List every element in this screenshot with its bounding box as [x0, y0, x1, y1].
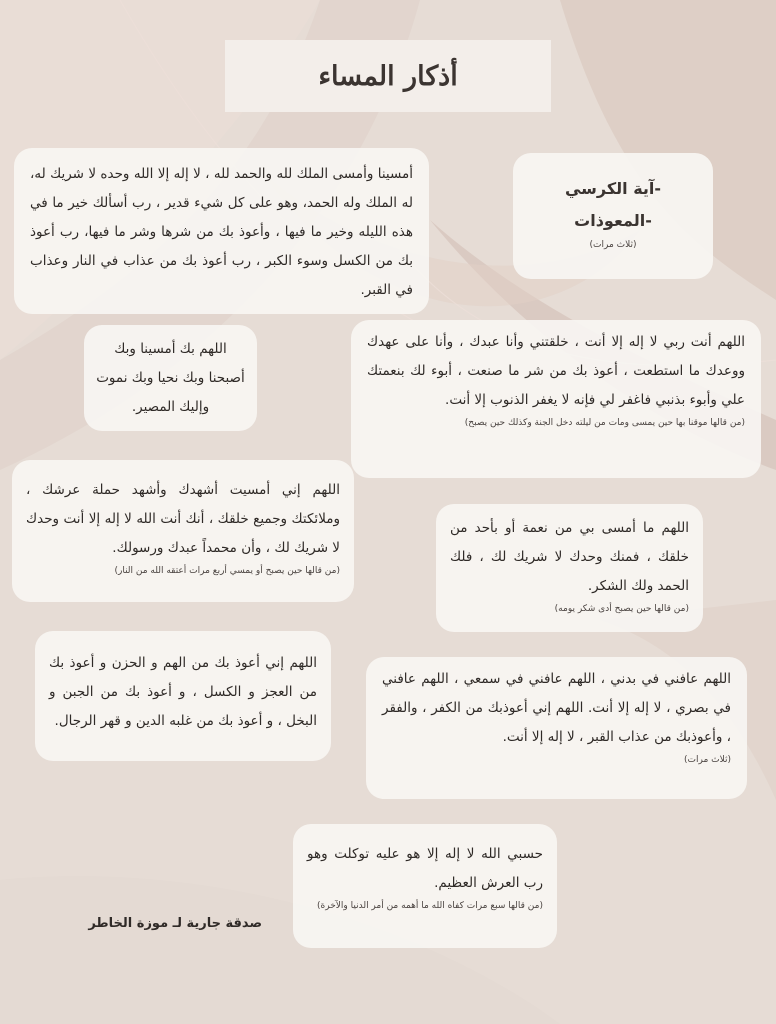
dhikr-line-muawwidhat: -المعوذات [574, 211, 652, 230]
repetition-note: (ثلاث مرات) [684, 755, 731, 765]
dhikr-text: اللهم عافني في بدني ، اللهم عافني في سمعي ، اللهم عافني في بصري ، لا إله إلا أنت. اللهم إني أعوذبك من الكفر ، والفقر ، وأعوذبك من عذاب القبر ، لا إله إلا أنت. [382, 671, 731, 745]
dhikr-card-ayat-alkursi [513, 153, 713, 279]
page-title-box [225, 40, 551, 112]
dhikr-card-afini [366, 657, 747, 799]
dhikr-card-amsayna [14, 148, 429, 314]
dhikr-line-ayat-alkursi: -آية الكرسي [564, 179, 662, 198]
dhikr-text: أمسينا وأمسى الملك لله والحمد لله ، لا إله إلا الله وحده لا شريك له، له الملك وله الحمد، وهو على كل شيء قدير ، رب أسألك خير ما في هذه الليله وخير ما فيها ، وأعوذ بك من شرها وشر ما فيها، رب أعوذ بك من الكسل وسوء الكبر ، رب أعوذ بك من عذاب في النار وعذاب في القبر. [30, 166, 413, 298]
dhikr-card-alhamm-walhazan [35, 631, 331, 761]
dhikr-text: اللهم ما أمسى بي من نعمة أو بأحد من خلقك ، فمنك وحدك لا شريك لك ، فلك الحمد ولك الشكر. [450, 520, 689, 594]
virtue-note: (من قالها حين يصبح أدى شكر يومه) [554, 604, 689, 614]
repetition-note: (ثلاث مرات) [589, 240, 637, 250]
dhikr-card-allahumma-bika [84, 325, 257, 431]
dhikr-text: اللهم بك أمسينا وبك أصبحنا وبك نحيا وبك نموت وإليك المصير. [96, 341, 245, 415]
virtue-note: (من قالها موقنا بها حين يمسى ومات من ليلته دخل الجنة وكذلك حين يصبح) [464, 418, 745, 428]
page-title: أذكار المساء [318, 60, 458, 92]
dhikr-card-sayyid-alistighfar [351, 320, 761, 478]
virtue-note: (من قالها سبع مرات كفاه الله ما أهمه من أمر الدنيا والآخرة) [317, 901, 543, 911]
dedication-credit: صدقة جارية لـ موزة الخاطر [88, 916, 262, 931]
dhikr-card-ni-ma [436, 504, 703, 632]
dhikr-card-ushhiduka [12, 460, 354, 602]
dhikr-text: اللهم أنت ربي لا إله إلا أنت ، خلقتني وأنا عبدك ، وأنا على عهدك ووعدك ما استطعت ، أعوذ بك من شر ما صنعت ، أبوء لك بنعمتك علي وأبوء بذنبي فاغفر لي فإنه لا يغفر الذنوب إلا أنت. [367, 334, 745, 408]
dhikr-text: اللهم إني أعوذ بك من الهم و الحزن و أعوذ بك من العجز و الكسل ، و أعوذ بك من الجبن و البخل ، و أعوذ بك من غلبه الدين و قهر الرجال. [49, 655, 317, 729]
dhikr-text: حسبي الله لا إله إلا هو عليه توكلت وهو رب العرش العظيم. [307, 846, 543, 891]
dhikr-text: اللهم إني أمسيت أشهدك وأشهد حملة عرشك ، وملائكتك وجميع خلقك ، أنك أنت الله لا إله إلا أنت وحدك لا شريك لك ، وأن محمداً عبدك ورسولك. [26, 482, 340, 556]
virtue-note: (من قالها حين يصبح أو يمسي أربع مرات أعتقه الله من النار) [114, 566, 340, 576]
dhikr-card-hasbiyallah [293, 824, 557, 948]
